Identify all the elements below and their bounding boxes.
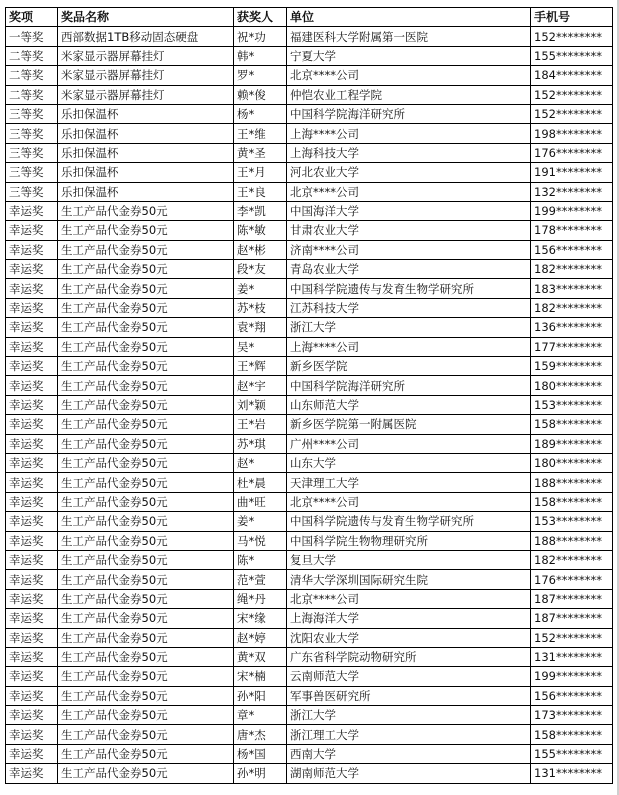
phone-cell: 182******** — [531, 550, 613, 569]
prize-cell: 生工产品代金券50元 — [58, 744, 234, 763]
winner-cell: 祝*功 — [234, 27, 287, 46]
winner-cell: 章* — [234, 706, 287, 725]
winner-cell: 赖*俊 — [234, 85, 287, 104]
winner-cell: 宋*缘 — [234, 609, 287, 628]
winner-cell: 吴* — [234, 337, 287, 356]
prize-cell: 生工产品代金券50元 — [58, 337, 234, 356]
prize-cell: 生工产品代金券50元 — [58, 473, 234, 492]
unit-cell: 广东省科学院动物研究所 — [287, 647, 531, 666]
winner-cell: 黄*双 — [234, 647, 287, 666]
winner-cell: 刘*颖 — [234, 395, 287, 414]
phone-cell: 158******** — [531, 492, 613, 511]
winner-cell: 段*友 — [234, 260, 287, 279]
winner-cell: 韩* — [234, 46, 287, 65]
level-cell: 幸运奖 — [6, 550, 58, 569]
winner-cell: 王*辉 — [234, 357, 287, 376]
prize-cell: 生工产品代金券50元 — [58, 221, 234, 240]
level-cell: 幸运奖 — [6, 706, 58, 725]
level-cell: 幸运奖 — [6, 376, 58, 395]
phone-cell: 131******** — [531, 764, 613, 783]
table-row — [6, 279, 613, 298]
unit-cell: 中国科学院海洋研究所 — [287, 104, 531, 123]
unit-cell: 北京****公司 — [287, 492, 531, 511]
unit-cell: 天津理工大学 — [287, 473, 531, 492]
unit-cell: 江苏科技大学 — [287, 298, 531, 317]
table-row — [6, 240, 613, 259]
prize-cell: 生工产品代金券50元 — [58, 686, 234, 705]
table-body — [6, 27, 613, 783]
unit-cell: 中国科学院海洋研究所 — [287, 376, 531, 395]
unit-cell: 复旦大学 — [287, 550, 531, 569]
winner-cell: 苏*琪 — [234, 434, 287, 453]
phone-cell: 152******** — [531, 27, 613, 46]
unit-cell: 上海****公司 — [287, 337, 531, 356]
table-row — [6, 453, 613, 472]
level-cell: 幸运奖 — [6, 357, 58, 376]
unit-cell: 中国科学院遗传与发育生物学研究所 — [287, 512, 531, 531]
level-cell: 幸运奖 — [6, 279, 58, 298]
prize-cell: 生工产品代金券50元 — [58, 647, 234, 666]
header-unit: 单位 — [287, 8, 531, 27]
winner-cell: 马*悦 — [234, 531, 287, 550]
table-row — [6, 744, 613, 763]
header-row — [6, 8, 613, 27]
phone-cell: 158******** — [531, 725, 613, 744]
winner-cell: 王*良 — [234, 182, 287, 201]
phone-cell: 153******** — [531, 512, 613, 531]
table-row — [6, 298, 613, 317]
table-row — [6, 163, 613, 182]
prize-cell: 生工产品代金券50元 — [58, 279, 234, 298]
winner-cell: 杨*国 — [234, 744, 287, 763]
level-cell: 幸运奖 — [6, 647, 58, 666]
table-row — [6, 647, 613, 666]
unit-cell: 广州****公司 — [287, 434, 531, 453]
phone-cell: 131******** — [531, 647, 613, 666]
level-cell: 幸运奖 — [6, 453, 58, 472]
phone-cell: 188******** — [531, 531, 613, 550]
level-cell: 二等奖 — [6, 85, 58, 104]
prize-cell: 生工产品代金券50元 — [58, 453, 234, 472]
table-row — [6, 512, 613, 531]
phone-cell: 173******** — [531, 706, 613, 725]
prize-cell: 生工产品代金券50元 — [58, 415, 234, 434]
table-row — [6, 686, 613, 705]
level-cell: 三等奖 — [6, 143, 58, 162]
phone-cell: 176******** — [531, 570, 613, 589]
prize-cell: 西部数据1TB移动固态硬盘 — [58, 27, 234, 46]
phone-cell: 156******** — [531, 686, 613, 705]
prize-cell: 生工产品代金券50元 — [58, 492, 234, 511]
prize-cell: 生工产品代金券50元 — [58, 395, 234, 414]
phone-cell: 180******** — [531, 453, 613, 472]
unit-cell: 甘肃农业大学 — [287, 221, 531, 240]
winner-cell: 王*岩 — [234, 415, 287, 434]
table-row — [6, 66, 613, 85]
table-row — [6, 609, 613, 628]
unit-cell: 湖南师范大学 — [287, 764, 531, 783]
unit-cell: 中国海洋大学 — [287, 201, 531, 220]
level-cell: 幸运奖 — [6, 570, 58, 589]
unit-cell: 宁夏大学 — [287, 46, 531, 65]
winner-cell: 赵* — [234, 453, 287, 472]
phone-cell: 187******** — [531, 589, 613, 608]
winner-cell: 姜* — [234, 512, 287, 531]
unit-cell: 青岛农业大学 — [287, 260, 531, 279]
phone-cell: 189******** — [531, 434, 613, 453]
table-row — [6, 492, 613, 511]
phone-cell: 152******** — [531, 85, 613, 104]
phone-cell: 176******** — [531, 143, 613, 162]
winner-cell: 孙*明 — [234, 764, 287, 783]
prize-cell: 生工产品代金券50元 — [58, 764, 234, 783]
table-row — [6, 531, 613, 550]
winner-cell: 陈*敏 — [234, 221, 287, 240]
level-cell: 幸运奖 — [6, 744, 58, 763]
level-cell: 幸运奖 — [6, 298, 58, 317]
level-cell: 幸运奖 — [6, 725, 58, 744]
phone-cell: 152******** — [531, 104, 613, 123]
prize-cell: 生工产品代金券50元 — [58, 434, 234, 453]
level-cell: 幸运奖 — [6, 318, 58, 337]
unit-cell: 山东师范大学 — [287, 395, 531, 414]
prize-cell: 生工产品代金券50元 — [58, 512, 234, 531]
prize-cell: 生工产品代金券50元 — [58, 531, 234, 550]
phone-cell: 178******** — [531, 221, 613, 240]
table-row — [6, 570, 613, 589]
table-row — [6, 85, 613, 104]
unit-cell: 北京****公司 — [287, 66, 531, 85]
table-row — [6, 337, 613, 356]
table-row — [6, 589, 613, 608]
phone-cell: 198******** — [531, 124, 613, 143]
prize-cell: 米家显示器屏幕挂灯 — [58, 46, 234, 65]
unit-cell: 济南****公司 — [287, 240, 531, 259]
unit-cell: 西南大学 — [287, 744, 531, 763]
winner-cell: 宋*楠 — [234, 667, 287, 686]
prize-cell: 生工产品代金券50元 — [58, 609, 234, 628]
winner-cell: 王*月 — [234, 163, 287, 182]
unit-cell: 河北农业大学 — [287, 163, 531, 182]
level-cell: 幸运奖 — [6, 609, 58, 628]
phone-cell: 199******** — [531, 201, 613, 220]
prize-cell: 生工产品代金券50元 — [58, 357, 234, 376]
level-cell: 幸运奖 — [6, 628, 58, 647]
prize-cell: 生工产品代金券50元 — [58, 667, 234, 686]
level-cell: 幸运奖 — [6, 531, 58, 550]
unit-cell: 仲恺农业工程学院 — [287, 85, 531, 104]
unit-cell: 新乡医学院 — [287, 357, 531, 376]
table-row — [6, 143, 613, 162]
phone-cell: 191******** — [531, 163, 613, 182]
level-cell: 二等奖 — [6, 66, 58, 85]
prize-cell: 生工产品代金券50元 — [58, 201, 234, 220]
winner-cell: 赵*彬 — [234, 240, 287, 259]
prize-cell: 乐扣保温杯 — [58, 163, 234, 182]
level-cell: 幸运奖 — [6, 764, 58, 783]
phone-cell: 132******** — [531, 182, 613, 201]
prize-cell: 生工产品代金券50元 — [58, 298, 234, 317]
level-cell: 幸运奖 — [6, 473, 58, 492]
winner-cell: 杨* — [234, 104, 287, 123]
phone-cell: 159******** — [531, 357, 613, 376]
table-row — [6, 395, 613, 414]
winner-cell: 罗* — [234, 66, 287, 85]
prize-cell: 乐扣保温杯 — [58, 124, 234, 143]
table-row — [6, 550, 613, 569]
winner-cell: 姜* — [234, 279, 287, 298]
phone-cell: 188******** — [531, 473, 613, 492]
unit-cell: 中国科学院生物物理研究所 — [287, 531, 531, 550]
unit-cell: 上海海洋大学 — [287, 609, 531, 628]
table-row — [6, 725, 613, 744]
winner-cell: 绳*丹 — [234, 589, 287, 608]
winner-cell: 袁*翔 — [234, 318, 287, 337]
winner-cell: 苏*枝 — [234, 298, 287, 317]
winner-cell: 孙*阳 — [234, 686, 287, 705]
table-row — [6, 46, 613, 65]
table-row — [6, 667, 613, 686]
level-cell: 幸运奖 — [6, 337, 58, 356]
table-row — [6, 357, 613, 376]
level-cell: 三等奖 — [6, 124, 58, 143]
unit-cell: 浙江大学 — [287, 706, 531, 725]
level-cell: 幸运奖 — [6, 240, 58, 259]
phone-cell: 182******** — [531, 260, 613, 279]
winner-cell: 范*萱 — [234, 570, 287, 589]
level-cell: 幸运奖 — [6, 201, 58, 220]
prize-cell: 生工产品代金券50元 — [58, 725, 234, 744]
phone-cell: 155******** — [531, 46, 613, 65]
level-cell: 幸运奖 — [6, 492, 58, 511]
level-cell: 幸运奖 — [6, 415, 58, 434]
unit-cell: 浙江理工大学 — [287, 725, 531, 744]
winner-cell: 王*维 — [234, 124, 287, 143]
unit-cell: 北京****公司 — [287, 589, 531, 608]
table-row — [6, 221, 613, 240]
unit-cell: 北京****公司 — [287, 182, 531, 201]
level-cell: 二等奖 — [6, 46, 58, 65]
table-row — [6, 104, 613, 123]
winner-cell: 唐*杰 — [234, 725, 287, 744]
phone-cell: 136******** — [531, 318, 613, 337]
prize-cell: 乐扣保温杯 — [58, 104, 234, 123]
level-cell: 幸运奖 — [6, 512, 58, 531]
table-row — [6, 124, 613, 143]
unit-cell: 清华大学深圳国际研究生院 — [287, 570, 531, 589]
unit-cell: 浙江大学 — [287, 318, 531, 337]
level-cell: 三等奖 — [6, 104, 58, 123]
level-cell: 幸运奖 — [6, 221, 58, 240]
header-prize: 奖品名称 — [58, 8, 234, 27]
phone-cell: 180******** — [531, 376, 613, 395]
unit-cell: 上海科技大学 — [287, 143, 531, 162]
table-row — [6, 260, 613, 279]
level-cell: 幸运奖 — [6, 686, 58, 705]
phone-cell: 184******** — [531, 66, 613, 85]
prize-cell: 生工产品代金券50元 — [58, 628, 234, 647]
level-cell: 幸运奖 — [6, 434, 58, 453]
table-row — [6, 706, 613, 725]
prize-cell: 生工产品代金券50元 — [58, 376, 234, 395]
level-cell: 三等奖 — [6, 182, 58, 201]
table-row — [6, 376, 613, 395]
unit-cell: 云南师范大学 — [287, 667, 531, 686]
winner-cell: 黄*圣 — [234, 143, 287, 162]
phone-cell: 177******** — [531, 337, 613, 356]
table-row — [6, 415, 613, 434]
winner-cell: 陈* — [234, 550, 287, 569]
unit-cell: 军事兽医研究所 — [287, 686, 531, 705]
prize-cell: 米家显示器屏幕挂灯 — [58, 66, 234, 85]
table-row — [6, 764, 613, 783]
level-cell: 三等奖 — [6, 163, 58, 182]
winners-table — [5, 7, 613, 784]
phone-cell: 199******** — [531, 667, 613, 686]
unit-cell: 山东大学 — [287, 453, 531, 472]
table-row — [6, 628, 613, 647]
table-row — [6, 434, 613, 453]
phone-cell: 153******** — [531, 395, 613, 414]
level-cell: 幸运奖 — [6, 667, 58, 686]
prize-cell: 生工产品代金券50元 — [58, 318, 234, 337]
unit-cell: 中国科学院遗传与发育生物学研究所 — [287, 279, 531, 298]
header-phone: 手机号 — [531, 8, 613, 27]
prize-cell: 生工产品代金券50元 — [58, 570, 234, 589]
table-row — [6, 201, 613, 220]
table-row — [6, 318, 613, 337]
unit-cell: 新乡医学院第一附属医院 — [287, 415, 531, 434]
phone-cell: 183******** — [531, 279, 613, 298]
phone-cell: 155******** — [531, 744, 613, 763]
phone-cell: 187******** — [531, 609, 613, 628]
header-winner: 获奖人 — [234, 8, 287, 27]
level-cell: 一等奖 — [6, 27, 58, 46]
winner-cell: 曲*旺 — [234, 492, 287, 511]
prize-cell: 生工产品代金券50元 — [58, 706, 234, 725]
level-cell: 幸运奖 — [6, 260, 58, 279]
phone-cell: 182******** — [531, 298, 613, 317]
header-level: 奖项 — [6, 8, 58, 27]
prize-cell: 米家显示器屏幕挂灯 — [58, 85, 234, 104]
prize-cell: 生工产品代金券50元 — [58, 260, 234, 279]
unit-cell: 上海****公司 — [287, 124, 531, 143]
prize-cell: 乐扣保温杯 — [58, 143, 234, 162]
prize-cell: 生工产品代金券50元 — [58, 550, 234, 569]
level-cell: 幸运奖 — [6, 589, 58, 608]
winner-cell: 赵*婷 — [234, 628, 287, 647]
table-row — [6, 182, 613, 201]
table-row — [6, 27, 613, 46]
phone-cell: 152******** — [531, 628, 613, 647]
table-row — [6, 473, 613, 492]
prize-cell: 生工产品代金券50元 — [58, 589, 234, 608]
winner-cell: 赵*宇 — [234, 376, 287, 395]
prize-cell: 生工产品代金券50元 — [58, 240, 234, 259]
winner-cell: 李*凯 — [234, 201, 287, 220]
level-cell: 幸运奖 — [6, 395, 58, 414]
prize-cell: 乐扣保温杯 — [58, 182, 234, 201]
phone-cell: 156******** — [531, 240, 613, 259]
phone-cell: 158******** — [531, 415, 613, 434]
winner-cell: 杜*晨 — [234, 473, 287, 492]
unit-cell: 福建医科大学附属第一医院 — [287, 27, 531, 46]
unit-cell: 沈阳农业大学 — [287, 628, 531, 647]
